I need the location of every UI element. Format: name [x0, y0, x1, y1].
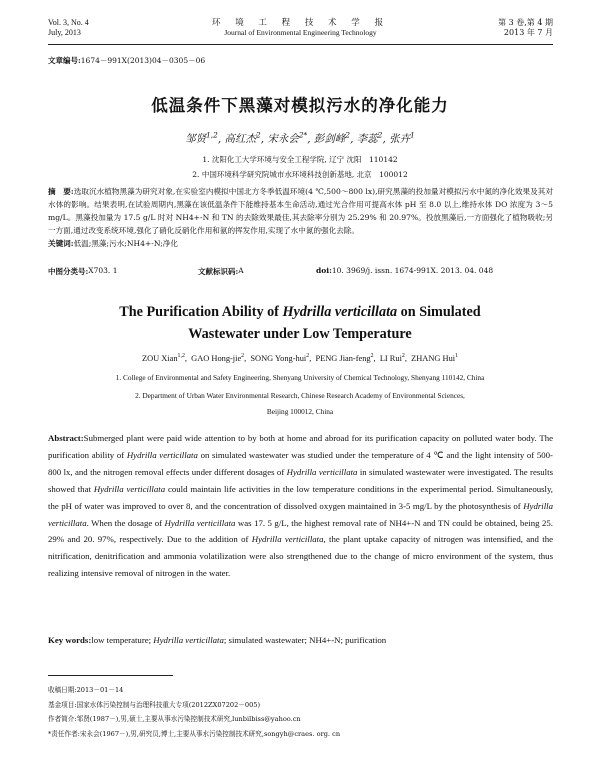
title-en-species: Hydrilla verticillata — [282, 304, 398, 320]
keywords-cn-label: 关键词: — [48, 239, 74, 249]
author-en: LI Rui$^2$ — [379, 353, 405, 363]
footnote-author-bio: 作者简介:邹贤(1987－),男,硕士,主要从事水污染控制技术研究,lunbilbiss@yahoo.cn — [48, 715, 301, 723]
title-en-part2: on Simulated — [397, 304, 481, 320]
author-cn: 彭剑峰$^2$ — [313, 130, 351, 145]
title-chinese: 低温条件下黑藻对模拟污水的净化能力 — [151, 96, 449, 115]
header-rule — [48, 44, 553, 45]
footnote-received: 收稿日期:2013－01－14 — [48, 686, 124, 694]
title-en-line2: Wastewater under Low Temperature — [188, 326, 412, 342]
journal-name-cn: 环 境 工 程 技 术 学 报 — [212, 18, 389, 28]
affiliation-en-1: 1. College of Environmental and Safety Engineering, Shenyang University of Chemical Technology, Shenyang 110142, China — [115, 373, 485, 382]
abstract-cn-text: 选取沉水植物黑藻为研究对象,在实验室内模拟中国北方冬季低温环境(4 ℃,500～800 lx),研究黑藻的投加量对模拟污水中氮的净化效果及其对水体的影响。结果表明,在试验周期内,黑藻在该低温条件下能维持基本生命活动,通过光合作用可提高水体 pH 至 8.0 以上,维持水体 DO 浓度为 3～5 mg/L。黑藻投加量为 17.5 g/L 时对 NH4+-N 和 TN 的去除效果最佳,其去除率分别为 25.29% 和 20.97%。投放黑藻后,一方面强化了植物吸收;另一方面,通过改变系统环境,强化了硝化反硝化作用和氨的挥发作用,实现了水中氮的强化去除。 — [48, 187, 553, 236]
author-en: PENG Jian-feng$^2$ — [315, 353, 374, 363]
header-date: July, 2013 — [48, 28, 81, 37]
article-number — [48, 55, 205, 66]
title-en-part1: The Purification Ability of — [119, 304, 283, 320]
authors-english: ZOU Xian$^{1,2}$, GAO Hong-jie$^2$, SONG Yong-hui$^2$, PENG Jian-feng$^2$, LI Rui$^2$, ZHANG Hui$^1$ — [141, 353, 459, 363]
authors-chinese: 邹贤$^{1,2}$, 高红杰$^2$, 宋永会$^{2*}$, 彭剑峰$^2$, 李蕊$^2$, 张卉$^1$ — [185, 130, 415, 145]
author-en: ZHANG Hui$^1$ — [411, 353, 459, 363]
header-volume: Vol. 3, No. 4 — [48, 18, 89, 27]
header-volume-cn: 第 3 卷,第 4 期 — [498, 18, 553, 27]
affiliation-cn-1: 1. 沈阳化工大学环境与安全工程学院, 辽宁 沈阳 110142 — [202, 155, 398, 164]
header-center — [48, 18, 553, 38]
abstract-english: Abstract:Submerged plant were paid wide attention to by both at home and abroad for its purification capacity on polluted water body. The purification ability of Hydrilla verticillata on simulated wastewater was studied under the temperature of 4 ℃ and the light intensity of 500-800 lx, and the nitrogen removal effects under different dosages of Hydrilla verticillata in simulated wastewater were investigated. The results showed that Hydrilla verticillata could maintain life activities in the low temperature conditions in the experimental period. Simultaneously, the pH of water was improved to over 8, and the concentration of dissolved oxygen maintained in 3-5 mg/L by the photosynthesis of Hydrilla verticillata. When the dosage of Hydrilla verticillata was 17. 5 g/L, the highest removal rate of NH4+-N and TN could be obtained, being 25. 29% and 20. 97%, respectively. Due to the addition of Hydrilla verticillata, the plant uptake capacity of nitrogen was intensified, and the nitrification, denitrification and ammonia volatilization were also strengthened due to the change of micro environment of the system, thus realizing intensive removal of nitrogen in the water. — [48, 433, 554, 579]
author-en: SONG Yong-hui$^2$ — [250, 353, 310, 363]
footnotes — [48, 683, 553, 741]
keywords-en-label: Key words: — [48, 635, 92, 645]
document-code: 文献标识码: A — [198, 266, 244, 276]
abstract-cn-label: 摘 要: — [48, 187, 74, 196]
affiliation-en-2: 2. Department of Urban Water Environmental Research, Chinese Research Academy of Environmental Sciences, — [135, 391, 465, 400]
article-number-label: 文章编号: — [48, 56, 81, 65]
footnote-funding: 基金项目:国家水体污染控制与治理科技重大专项(2012ZX07202－005) — [48, 700, 261, 709]
affiliation-cn-2: 2. 中国环境科学研究院城市水环境科技创新基地, 北京 100012 — [192, 170, 408, 179]
doi: doi: 10. 3969/j. issn. 1674-991X. 2013. 04. 048 — [316, 266, 494, 275]
footnote-rule — [48, 675, 173, 676]
abstract-chinese — [48, 185, 553, 250]
header-date-cn: 2013 年 7 月 — [503, 28, 553, 37]
author-cn: 高红杰$^2$ — [224, 130, 261, 145]
author-en: GAO Hong-jie$^2$ — [191, 353, 245, 363]
abstract-en-label: Abstract: — [48, 433, 84, 443]
title-english — [0, 301, 600, 345]
keywords-english: Key words:low temperature; Hydrilla verticillata; simulated wastewater; NH4+-N; purification — [48, 635, 387, 645]
author-en: ZOU Xian$^{1,2}$ — [141, 353, 185, 363]
article-number-value: 1674－991X(2013)04－0305－06 — [80, 56, 206, 65]
footnote-corresponding: *责任作者:宋永会(1967－),男,研究员,博士,主要从事水污染控制技术研究,songyh@craes. org. cn — [48, 729, 341, 738]
header-right — [498, 18, 553, 38]
author-cn: 邹贤$^{1,2}$ — [185, 130, 218, 145]
clc-number: 中图分类号: X703. 1 — [48, 266, 118, 276]
keywords-cn-text: 低温;黑藻;污水;NH4+-N;净化 — [73, 239, 178, 249]
author-cn: 李蕊$^2$ — [356, 130, 383, 145]
journal-name-en: Journal of Environmental Engineering Technology — [224, 28, 377, 37]
author-cn: 宋永会$^{2*}$ — [267, 130, 308, 145]
affiliation-en-3: Beijing 100012, China — [266, 407, 334, 416]
author-cn: 张卉$^1$ — [389, 130, 415, 145]
